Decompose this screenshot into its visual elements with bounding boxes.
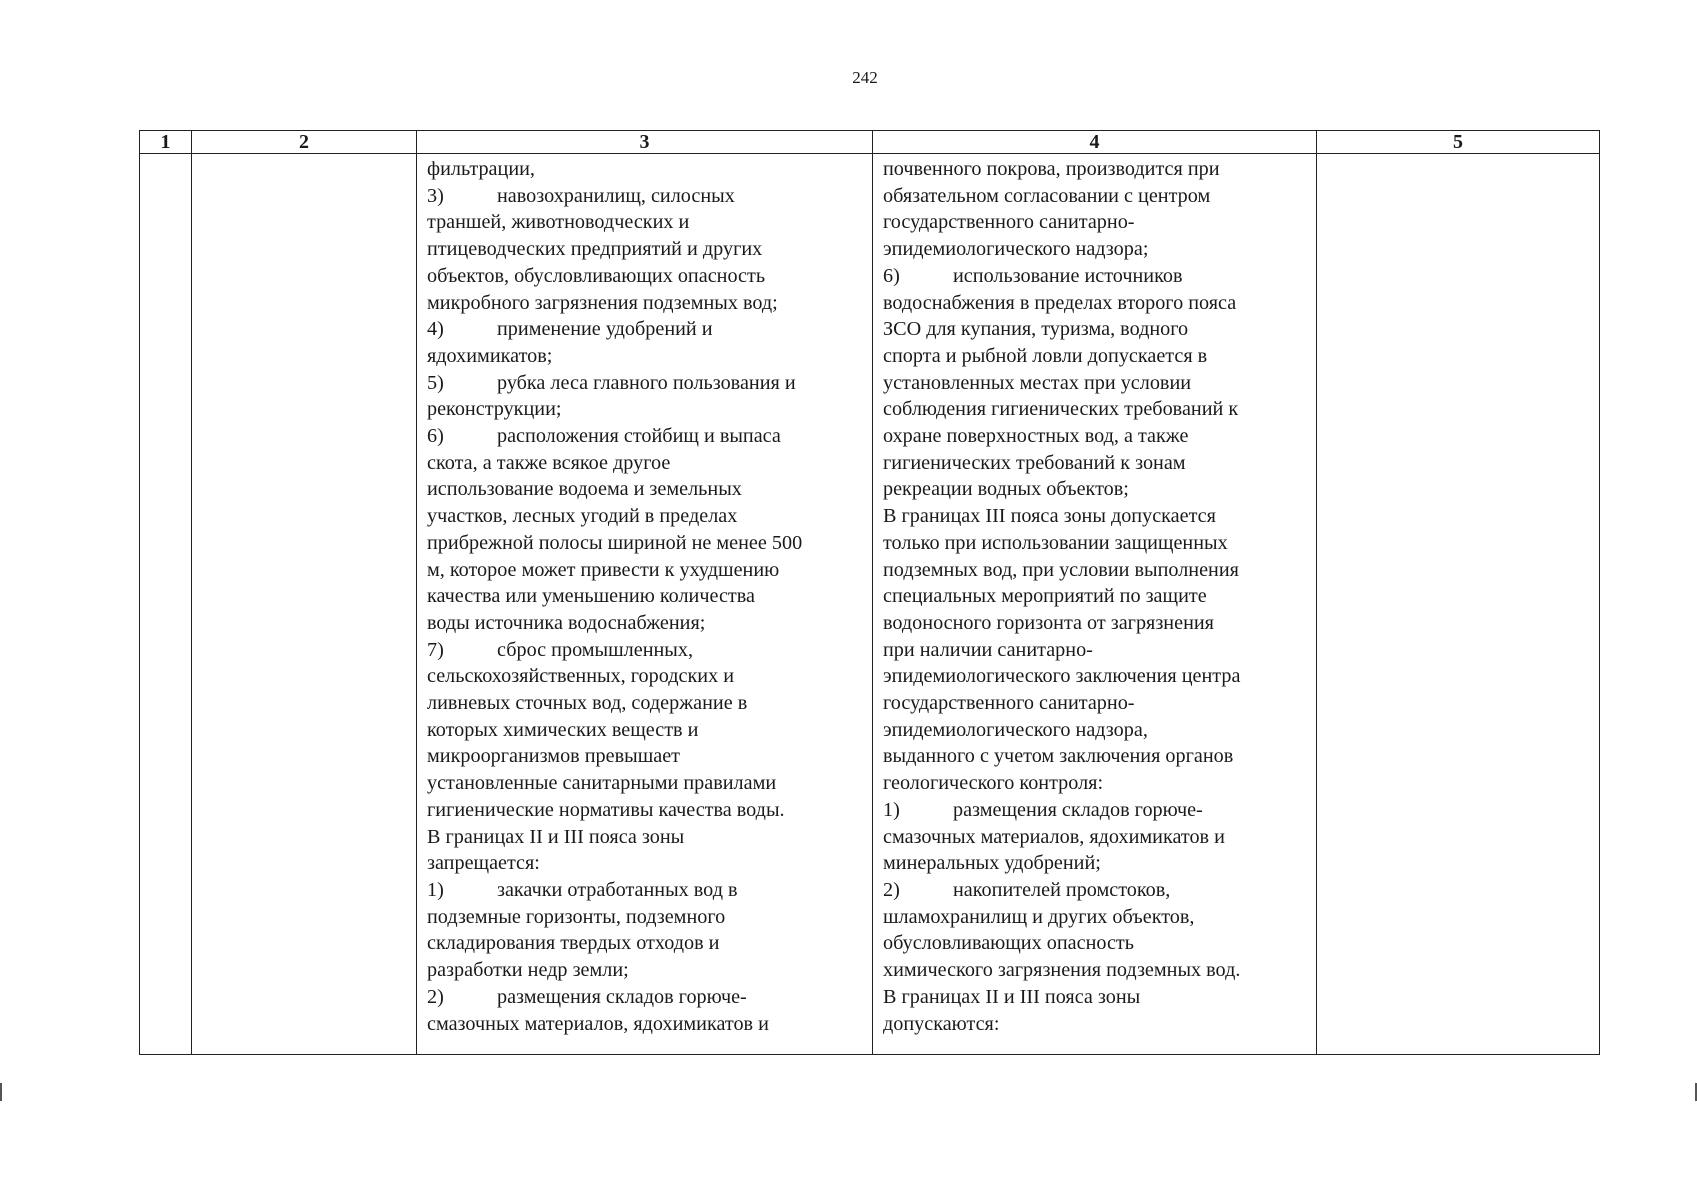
line-text: В границах II и III пояса зоны	[427, 825, 685, 848]
cell-col-4	[873, 154, 1317, 1055]
line-text: химического загрязнения подземных вод.	[883, 959, 1241, 982]
column-header-4: 4	[873, 131, 1317, 154]
line-text: разработки недр земли;	[427, 959, 629, 982]
text-line	[883, 209, 1306, 236]
line-text: установленных местах при условии	[883, 371, 1192, 394]
column-header-5: 5	[1317, 131, 1600, 154]
text-line	[427, 583, 862, 610]
list-number: 5)	[427, 371, 444, 394]
text-line	[883, 743, 1306, 770]
text-line	[427, 637, 862, 664]
text-line	[883, 343, 1306, 370]
text-line	[883, 370, 1306, 397]
text-line	[883, 290, 1306, 317]
text-line	[883, 583, 1306, 610]
text-line	[427, 984, 862, 1011]
list-number: 1)	[883, 798, 900, 821]
line-text: прибрежной полосы шириной не менее 500	[427, 531, 803, 554]
line-text: сельскохозяйственных, городских и	[427, 665, 735, 688]
line-text: участков, лесных угодий в пределах	[427, 505, 738, 528]
text-line	[427, 263, 862, 290]
line-text: навозохранилищ, силосных	[497, 184, 735, 207]
line-text: закачки отработанных вод в	[497, 878, 738, 901]
column-header-1: 1	[140, 131, 192, 154]
line-text: складирования твердых отходов и	[427, 932, 720, 955]
line-text: эпидемиологического надзора,	[883, 718, 1148, 741]
line-text: сброс промышленных,	[497, 638, 694, 661]
text-line	[427, 290, 862, 317]
list-number: 1)	[427, 878, 444, 901]
column-header-2: 2	[192, 131, 417, 154]
text-line	[883, 476, 1306, 503]
line-text: обязательном согласовании с центром	[883, 184, 1211, 207]
list-number: 2)	[883, 878, 900, 901]
line-text: объектов, обусловливающих опасность	[427, 264, 766, 287]
line-text: накопителей промстоков,	[953, 878, 1171, 901]
text-line	[883, 637, 1306, 664]
text-line	[427, 850, 862, 877]
text-line	[427, 904, 862, 931]
line-text: государственного санитарно-	[883, 692, 1135, 715]
line-text: м, которое может привести к ухудшению	[427, 558, 780, 581]
list-number: 6)	[883, 264, 900, 287]
text-line	[883, 797, 1306, 824]
line-text: использование водоема и земельных	[427, 478, 742, 501]
list-number: 3)	[427, 184, 444, 207]
text-line	[883, 263, 1306, 290]
line-text: гигиенические нормативы качества воды.	[427, 798, 785, 821]
line-text: гигиенических требований к зонам	[883, 451, 1186, 474]
line-text: фильтрации,	[427, 158, 535, 180]
text-line	[427, 824, 862, 851]
line-text: скота, а также всякое другое	[427, 451, 671, 474]
text-line	[427, 743, 862, 770]
text-line	[883, 183, 1306, 210]
text-line	[883, 156, 1306, 183]
text-line	[883, 877, 1306, 904]
table-row	[140, 154, 1600, 1055]
text-line	[427, 957, 862, 984]
line-text: минеральных удобрений;	[883, 852, 1101, 875]
line-text: В границах III пояса зоны допускается	[883, 505, 1216, 528]
text-line	[883, 904, 1306, 931]
line-text: ядохимикатов;	[427, 344, 553, 367]
text-line	[427, 396, 862, 423]
line-text: траншей, животноводческих и	[427, 211, 690, 234]
text-line	[883, 1011, 1306, 1038]
text-line	[427, 183, 862, 210]
line-text: расположения стойбищ и выпаса	[497, 425, 781, 448]
cell-col-5	[1317, 154, 1600, 1055]
line-text: применение удобрений и	[497, 318, 713, 341]
text-line	[883, 610, 1306, 637]
line-text: геологического контроля:	[883, 772, 1104, 795]
text-line	[883, 663, 1306, 690]
text-line	[427, 450, 862, 477]
line-text: шламохранилищ и других объектов,	[883, 905, 1195, 928]
text-line	[883, 717, 1306, 744]
scan-margin-mark-left	[0, 1083, 2, 1101]
text-line	[427, 557, 862, 584]
text-line	[883, 930, 1306, 957]
line-text: использование источников	[953, 264, 1183, 287]
line-text: смазочных материалов, ядохимикатов и	[883, 825, 1225, 848]
line-text: выданного с учетом заключения органов	[883, 745, 1234, 768]
text-line	[883, 316, 1306, 343]
text-line	[427, 663, 862, 690]
list-number: 7)	[427, 638, 444, 661]
text-line	[883, 957, 1306, 984]
page-number: 242	[852, 68, 878, 87]
text-line	[427, 1011, 862, 1038]
text-line	[883, 984, 1306, 1011]
cell-col-3	[417, 154, 873, 1055]
text-line	[427, 343, 862, 370]
text-line	[427, 236, 862, 263]
line-text: эпидемиологического надзора;	[883, 238, 1149, 261]
regulation-table	[139, 130, 1600, 1055]
text-line	[427, 476, 862, 503]
line-text: смазочных материалов, ядохимикатов и	[427, 1012, 769, 1035]
line-text: рубка леса главного пользования и	[497, 371, 796, 394]
line-text: ЗСО для купания, туризма, водного	[883, 318, 1189, 341]
text-line	[427, 930, 862, 957]
line-text: эпидемиологического заключения центра	[883, 665, 1241, 688]
line-text: подземных вод, при условии выполнения	[883, 558, 1239, 581]
line-text: спорта и рыбной ловли допускается в	[883, 344, 1208, 367]
text-line	[883, 503, 1306, 530]
line-text: почвенного покрова, производится при	[883, 158, 1220, 180]
text-line	[427, 797, 862, 824]
text-line	[427, 503, 862, 530]
line-text: размещения складов горюче-	[953, 798, 1203, 821]
text-line	[427, 690, 862, 717]
text-line	[883, 530, 1306, 557]
list-number: 2)	[427, 985, 444, 1008]
cell-col-2	[192, 154, 417, 1055]
line-text: только при использовании защищенных	[883, 531, 1228, 554]
column-header-3: 3	[417, 131, 873, 154]
list-number: 4)	[427, 318, 444, 341]
line-text: размещения складов горюче-	[497, 985, 747, 1008]
line-text: рекреации водных объектов;	[883, 478, 1129, 501]
text-line	[883, 770, 1306, 797]
text-line	[427, 156, 862, 183]
text-line	[427, 530, 862, 557]
line-text: которых химических веществ и	[427, 718, 699, 741]
cell-col-1	[140, 154, 192, 1055]
line-text: государственного санитарно-	[883, 211, 1135, 234]
line-text: реконструкции;	[427, 398, 562, 421]
text-line	[883, 850, 1306, 877]
text-line	[427, 610, 862, 637]
line-text: обусловливающих опасность	[883, 932, 1134, 955]
line-text: соблюдения гигиенических требований к	[883, 398, 1239, 421]
line-text: установленные санитарными правилами	[427, 772, 777, 795]
line-text: микробного загрязнения подземных вод;	[427, 291, 778, 314]
text-line	[883, 690, 1306, 717]
text-line	[427, 209, 862, 236]
line-text: запрещается:	[427, 852, 540, 875]
line-text: воды источника водоснабжения;	[427, 611, 706, 634]
table-header-row	[140, 131, 1600, 154]
line-text: подземные горизонты, подземного	[427, 905, 726, 928]
line-text: В границах II и III пояса зоны	[883, 985, 1141, 1008]
line-text: водоносного горизонта от загрязнения	[883, 611, 1214, 634]
text-line	[427, 316, 862, 343]
text-line	[883, 236, 1306, 263]
text-line	[427, 717, 862, 744]
line-text: качества или уменьшению количества	[427, 585, 755, 608]
text-line	[883, 557, 1306, 584]
line-text: охране поверхностных вод, а также	[883, 425, 1189, 448]
line-text: допускаются:	[883, 1012, 1000, 1035]
line-text: микроорганизмов превышает	[427, 745, 680, 768]
text-line	[427, 423, 862, 450]
text-line	[883, 396, 1306, 423]
line-text: водоснабжения в пределах второго пояса	[883, 291, 1237, 314]
text-line	[427, 770, 862, 797]
line-text: при наличии санитарно-	[883, 638, 1093, 661]
line-text: ливневых сточных вод, содержание в	[427, 692, 748, 715]
list-number: 6)	[427, 425, 444, 448]
line-text: птицеводческих предприятий и других	[427, 238, 763, 261]
text-line	[883, 824, 1306, 851]
text-line	[883, 450, 1306, 477]
line-text: специальных мероприятий по защите	[883, 585, 1207, 608]
text-line	[883, 423, 1306, 450]
text-line	[427, 877, 862, 904]
text-line	[427, 370, 862, 397]
